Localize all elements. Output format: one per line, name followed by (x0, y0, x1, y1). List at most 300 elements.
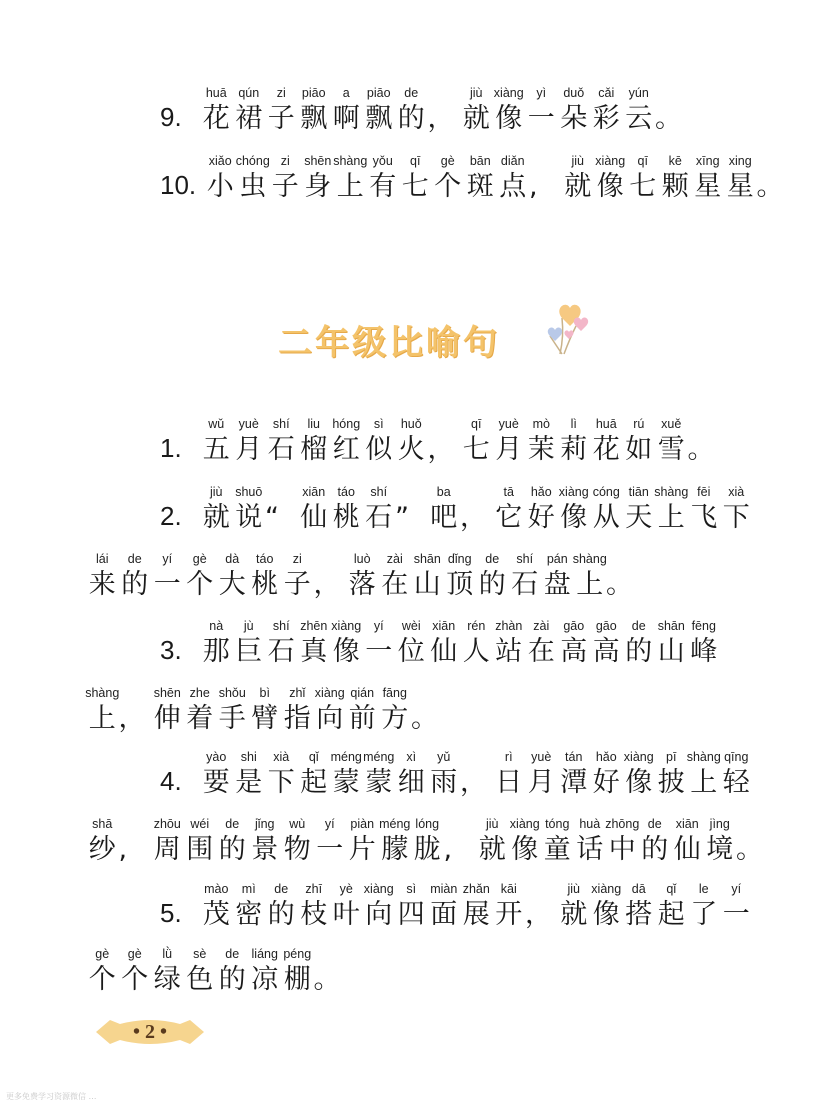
ruby-unit (233, 617, 266, 669)
pinyin: fāng (382, 686, 407, 700)
hanzi: 雨 (430, 767, 458, 798)
pinyin: wèi (401, 619, 421, 633)
hanzi: 开 (495, 899, 523, 930)
ruby-unit (281, 945, 314, 997)
hanzi: 有 (369, 171, 397, 202)
hanzi: 顶 (446, 569, 474, 600)
ruby-unit (671, 815, 704, 867)
pinyin: méng (379, 817, 411, 831)
pinyin: rén (467, 619, 486, 633)
hanzi: 真 (300, 636, 328, 667)
pinyin: shí (272, 417, 290, 431)
ruby-unit (249, 684, 282, 736)
hanzi: 就 (462, 103, 490, 134)
hanzi: 五 (202, 434, 230, 465)
pinyin: shi (240, 750, 257, 764)
hanzi: 点 (499, 171, 527, 202)
pinyin: zhàn (495, 619, 523, 633)
pinyin: lì (570, 417, 577, 431)
pinyin: jù (243, 619, 254, 633)
hanzi: 的 (121, 569, 149, 600)
pinyin: de (404, 86, 419, 100)
ruby-unit (493, 84, 526, 136)
hanzi: 披 (657, 767, 685, 798)
ruby-unit (688, 748, 721, 800)
pinyin: jiù (485, 817, 499, 831)
hanzi: 个 (186, 569, 214, 600)
ruby-unit (119, 945, 152, 997)
pinyin: qǐ (308, 750, 319, 764)
pinyin: zi (292, 552, 302, 566)
pinyin: de (225, 947, 240, 961)
pinyin: tán (565, 750, 583, 764)
pinyin: xiān (432, 619, 456, 633)
hanzi: ， (427, 434, 455, 465)
heart-flower-icon (540, 296, 596, 358)
pinyin-text (200, 748, 753, 800)
pinyin: xià (273, 750, 290, 764)
ruby-unit (606, 550, 639, 602)
hanzi: , (443, 834, 453, 865)
pinyin: huà (579, 817, 601, 831)
ruby-unit (428, 84, 461, 136)
hanzi: 前 (348, 703, 376, 734)
hanzi: 天 (625, 502, 653, 533)
pinyin: shā (92, 817, 113, 831)
ruby-unit (428, 880, 461, 932)
pinyin: shí (370, 485, 388, 499)
hanzi: 下 (267, 767, 295, 798)
ruby-unit (688, 617, 721, 669)
hanzi: 像 (592, 899, 620, 930)
hanzi: 凉 (251, 964, 279, 995)
hanzi: 月 (235, 434, 263, 465)
hanzi: 上 (336, 171, 364, 202)
ruby-unit (497, 152, 530, 204)
ruby-unit (623, 415, 656, 467)
hanzi: 棚 (283, 964, 311, 995)
ruby-unit (460, 617, 493, 669)
ruby-unit (606, 815, 639, 867)
hanzi: 人 (462, 636, 490, 667)
hanzi: 盘 (543, 569, 571, 600)
pinyin: zhī (305, 882, 323, 896)
pinyin: shān (657, 619, 685, 633)
hanzi: 着 (186, 703, 214, 734)
pinyin-text (86, 550, 639, 602)
ruby-unit (265, 617, 298, 669)
hanzi: 物 (283, 834, 311, 865)
ruby-unit (655, 415, 688, 467)
ruby-unit (444, 815, 477, 867)
hanzi: 飘 (365, 103, 393, 134)
ruby-unit (298, 84, 331, 136)
pinyin: shēn (304, 154, 332, 168)
hanzi: , (118, 834, 128, 865)
ruby-unit (265, 748, 298, 800)
ruby-unit (525, 415, 558, 467)
pinyin: fēi (697, 485, 711, 499)
hanzi: 了 (690, 899, 718, 930)
hanzi: 颗 (661, 171, 689, 202)
ruby-unit (151, 815, 184, 867)
pinyin: huā (595, 417, 617, 431)
pinyin: wù (289, 817, 306, 831)
ruby-unit (330, 617, 363, 669)
ruby-unit (265, 880, 298, 932)
pinyin-text (200, 84, 688, 136)
ruby-unit (200, 483, 233, 535)
ruby-unit (363, 617, 396, 669)
hanzi: 茉 (527, 434, 555, 465)
hanzi: 面 (430, 899, 458, 930)
hanzi: ， (460, 502, 487, 533)
hanzi: 大 (218, 569, 246, 600)
ruby-unit (184, 550, 217, 602)
pinyin: jiù (209, 485, 223, 499)
pinyin: zài (533, 619, 550, 633)
pinyin: sè (193, 947, 207, 961)
ruby-unit (119, 684, 152, 736)
pinyin: dā (631, 882, 646, 896)
hanzi: 的 (218, 964, 246, 995)
pinyin: huǒ (400, 417, 422, 431)
ruby-unit (237, 152, 270, 204)
ruby-unit (395, 880, 428, 932)
item-number: 4. (160, 766, 182, 796)
pinyin: xiàng (331, 619, 362, 633)
pinyin: de (225, 817, 240, 831)
hanzi: 的 (625, 636, 653, 667)
pinyin: shàng (85, 686, 120, 700)
pinyin: de (127, 552, 142, 566)
ruby-unit (509, 550, 542, 602)
ruby-unit (86, 550, 119, 602)
ruby-unit (493, 483, 526, 535)
hanzi: 。 (606, 569, 633, 600)
ruby-unit (757, 152, 790, 204)
hanzi: 枝 (300, 899, 328, 930)
pinyin: yí (373, 619, 384, 633)
page-number: • 2 • (132, 1021, 167, 1043)
hanzi: 起 (300, 767, 328, 798)
ruby-unit (86, 945, 119, 997)
ruby-unit (460, 84, 493, 136)
pinyin: méng (330, 750, 362, 764)
ruby-unit (464, 152, 497, 204)
pinyin: hǎo (595, 750, 617, 764)
ruby-unit (558, 748, 591, 800)
ruby-unit (720, 748, 753, 800)
ruby-unit (399, 152, 432, 204)
pinyin: rú (633, 417, 645, 431)
ruby-unit (590, 617, 623, 669)
pinyin: xīng (695, 154, 720, 168)
pinyin: xiàng (509, 817, 540, 831)
pinyin: tiān (628, 485, 649, 499)
hanzi: 的 (267, 899, 295, 930)
pinyin: sì (406, 882, 417, 896)
hanzi: 云 (625, 103, 653, 134)
ruby-unit (346, 815, 379, 867)
pinyin: hǎo (530, 485, 552, 499)
ruby-unit (432, 152, 465, 204)
ruby-unit (233, 415, 266, 467)
hanzi: 要 (202, 767, 230, 798)
pinyin: pī (666, 750, 677, 764)
pinyin: shàng (572, 552, 607, 566)
hanzi: 色 (186, 964, 214, 995)
hanzi: 个 (434, 171, 462, 202)
pinyin: méng (363, 750, 395, 764)
ruby-unit (151, 684, 184, 736)
pinyin: jìng (709, 817, 730, 831)
pinyin: yí (731, 882, 742, 896)
pinyin: lóng (415, 817, 440, 831)
ruby-unit (395, 748, 428, 800)
hanzi: 说 (235, 502, 263, 533)
pinyin: xiàng (314, 686, 345, 700)
hanzi: 一 (722, 899, 750, 930)
pinyin: lái (95, 552, 109, 566)
hanzi: 方 (381, 703, 409, 734)
ruby-unit (558, 880, 591, 932)
ruby-unit (363, 84, 396, 136)
ruby-unit (233, 483, 266, 535)
hanzi: 。 (313, 964, 341, 995)
hanzi: 星 (726, 171, 754, 202)
pinyin: shí (516, 552, 534, 566)
ruby-unit (330, 84, 363, 136)
hanzi: 细 (397, 767, 425, 798)
hanzi: 吧 (430, 502, 458, 533)
hanzi: 位 (397, 636, 425, 667)
ruby-unit (269, 152, 302, 204)
hanzi: 如 (625, 434, 653, 465)
hanzi: 像 (495, 103, 523, 134)
ruby-unit (184, 945, 217, 997)
ruby-unit (298, 483, 331, 535)
hanzi: 茂 (202, 899, 230, 930)
ruby-unit (509, 815, 542, 867)
item-number: 10. (160, 170, 197, 200)
pinyin: qī (637, 154, 648, 168)
hanzi: 雪 (657, 434, 685, 465)
ruby-unit (314, 684, 347, 736)
pinyin: shàng (654, 485, 689, 499)
ruby-unit (525, 880, 558, 932)
ruby-unit (86, 684, 119, 736)
pinyin: pán (546, 552, 568, 566)
ruby-unit (119, 815, 152, 867)
ruby-unit (655, 617, 688, 669)
pinyin: cǎi (598, 86, 615, 100)
hanzi: ， (427, 103, 455, 134)
hanzi: 。 (655, 103, 682, 134)
hanzi: 朵 (560, 103, 588, 134)
pinyin: gè (440, 154, 455, 168)
ruby-unit (200, 748, 233, 800)
ruby-unit (330, 415, 363, 467)
hanzi: ， (460, 767, 487, 798)
pinyin: gāo (563, 619, 585, 633)
hanzi: 是 (235, 767, 263, 798)
hanzi: 绿 (153, 964, 181, 995)
hanzi: 臂 (251, 703, 279, 734)
pinyin: kāi (500, 882, 517, 896)
ruby-unit (720, 483, 753, 535)
ruby-unit (428, 415, 461, 467)
pinyin-text (86, 684, 444, 736)
hanzi: 斑 (466, 171, 494, 202)
ruby-unit (298, 880, 331, 932)
hanzi: 上 (690, 767, 718, 798)
hanzi: 红 (332, 434, 360, 465)
hanzi: 彩 (592, 103, 620, 134)
ruby-unit (265, 483, 298, 535)
hanzi: 个 (121, 964, 149, 995)
hanzi: 叶 (332, 899, 360, 930)
pinyin: bì (259, 686, 270, 700)
pinyin: hóng (332, 417, 361, 431)
hanzi: 下 (722, 502, 750, 533)
hanzi: 起 (657, 899, 685, 930)
pinyin: táo (337, 485, 355, 499)
ruby-unit (655, 748, 688, 800)
hanzi: 四 (397, 899, 425, 930)
ruby-unit (330, 880, 363, 932)
watermark: 更多免费学习资源微信 … (6, 1092, 97, 1101)
pinyin: dà (225, 552, 240, 566)
hanzi: 榴 (300, 434, 328, 465)
item-number: 5. (160, 898, 182, 928)
ruby-unit (704, 815, 737, 867)
ruby-unit (200, 415, 233, 467)
ruby-unit (346, 684, 379, 736)
pinyin: tóng (545, 817, 570, 831)
pinyin: lǜ (162, 947, 173, 961)
pinyin: liu (307, 417, 320, 431)
pinyin: shàng (686, 750, 721, 764)
pinyin: a (342, 86, 350, 100)
hanzi: ” (395, 502, 409, 533)
hanzi: 石 (511, 569, 539, 600)
ruby-unit (302, 152, 335, 204)
pinyin: bān (469, 154, 491, 168)
pinyin: de (647, 817, 662, 831)
hanzi: 石 (365, 502, 393, 533)
hanzi: 片 (348, 834, 376, 865)
pinyin: gāo (595, 619, 617, 633)
hanzi: 花 (202, 103, 230, 134)
pinyin: zhēn (300, 619, 328, 633)
pinyin-text (200, 880, 753, 932)
pinyin: piāo (366, 86, 391, 100)
ruby-unit (558, 84, 591, 136)
ruby-unit (200, 880, 233, 932)
ruby-unit (736, 815, 769, 867)
pinyin: zi (276, 86, 286, 100)
item-number: 3. (160, 635, 182, 665)
ruby-unit (330, 748, 363, 800)
hanzi: 朦 (381, 834, 409, 865)
pinyin: xiàng (595, 154, 626, 168)
ruby-unit (590, 415, 623, 467)
pinyin: xià (728, 485, 745, 499)
ruby-unit (151, 945, 184, 997)
pinyin: huā (205, 86, 227, 100)
ruby-unit (720, 880, 753, 932)
ruby-unit (200, 617, 233, 669)
pinyin: kē (668, 154, 682, 168)
pinyin: xiān (675, 817, 699, 831)
ruby-unit (184, 684, 217, 736)
hanzi: 手 (218, 703, 246, 734)
ruby-unit (574, 815, 607, 867)
hanzi: 周 (153, 834, 181, 865)
ruby-unit (460, 880, 493, 932)
ruby-unit (476, 550, 509, 602)
pinyin: shǒu (218, 686, 246, 700)
ruby-unit (493, 617, 526, 669)
hanzi: 仙 (300, 502, 328, 533)
hanzi: 七 (401, 171, 429, 202)
pinyin: xuě (661, 417, 682, 431)
ruby-unit (655, 483, 688, 535)
pinyin: xiàng (591, 882, 622, 896)
hanzi: 景 (251, 834, 279, 865)
ruby-unit (525, 84, 558, 136)
pinyin: le (698, 882, 709, 896)
pinyin-text (86, 815, 769, 867)
pinyin: mì (241, 882, 256, 896)
ruby-unit (411, 815, 444, 867)
ruby-unit (623, 880, 656, 932)
ruby-unit (688, 415, 721, 467)
hanzi: 上 (576, 569, 604, 600)
ruby-unit (363, 748, 396, 800)
hanzi: 蒙 (365, 767, 393, 798)
pinyin: jiù (469, 86, 483, 100)
pinyin: shān (413, 552, 441, 566)
ruby-unit (233, 84, 266, 136)
hanzi: 仙 (673, 834, 701, 865)
hanzi: “ (265, 502, 279, 533)
hanzi: 就 (478, 834, 506, 865)
ruby-unit (363, 483, 396, 535)
hanzi: 花 (592, 434, 620, 465)
ruby-unit (395, 415, 428, 467)
hanzi: 潭 (560, 767, 588, 798)
pinyin: chóng (235, 154, 270, 168)
pinyin: xiàng (558, 485, 589, 499)
ruby-unit (314, 945, 347, 997)
hanzi: 境 (706, 834, 734, 865)
hanzi: 个 (88, 964, 116, 995)
hanzi: 上 (88, 703, 116, 734)
hanzi: 月 (527, 767, 555, 798)
pinyin: yào (206, 750, 227, 764)
hanzi: 子 (283, 569, 311, 600)
pinyin: luò (353, 552, 371, 566)
hanzi: 山 (413, 569, 441, 600)
ruby-unit (529, 152, 562, 204)
ruby-unit (541, 815, 574, 867)
ruby-unit (411, 550, 444, 602)
ruby-unit (151, 550, 184, 602)
hanzi: 中 (608, 834, 636, 865)
hanzi: 高 (592, 636, 620, 667)
